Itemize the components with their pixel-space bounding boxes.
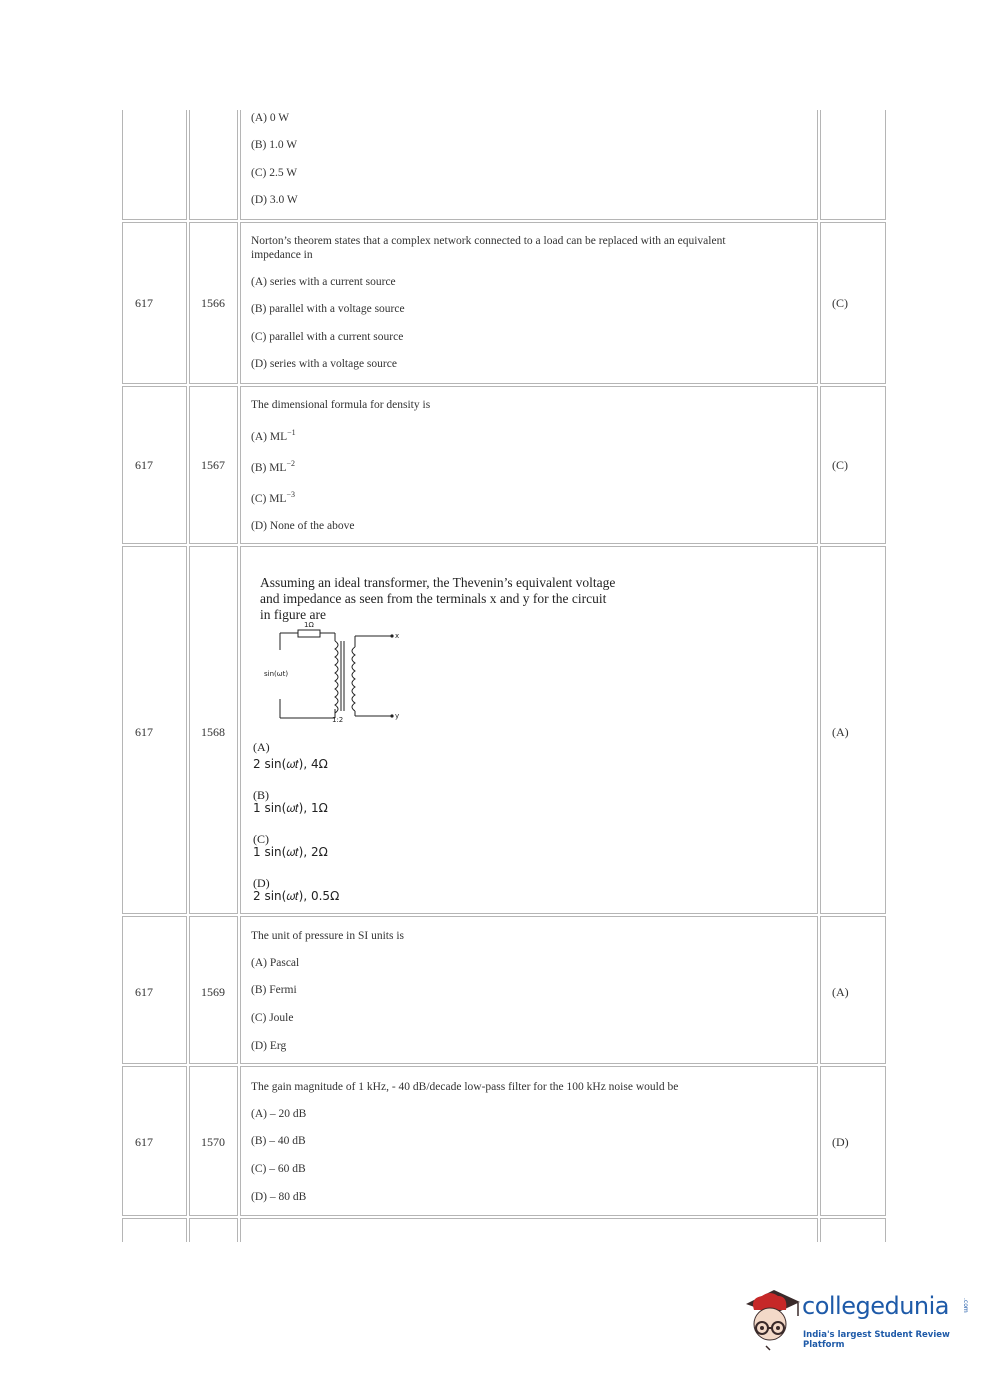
secondary-coil xyxy=(352,647,355,711)
table-row xyxy=(122,110,886,220)
answer-cell xyxy=(820,916,886,1064)
qid-cell xyxy=(189,1218,238,1242)
option-a: (A) 0 W xyxy=(251,112,290,124)
table-row xyxy=(122,386,886,544)
option-d: (D) None of the above xyxy=(251,520,355,532)
question-text: The dimensional formula for density is xyxy=(251,399,431,411)
question-text: Assuming an ideal transformer, the Thevenin’s equivalent voltage and impedance as seen from the terminals x and y for the circuit in figure are xyxy=(260,575,616,622)
terminal-x-label: x xyxy=(395,632,400,640)
option-b: (B) – 40 dB xyxy=(251,1135,306,1147)
serial-number: 617 xyxy=(135,296,153,310)
option-a: (A) Pascal xyxy=(251,957,300,969)
option-b-value: 1 sin(𝜔𝑡), 1Ω xyxy=(253,801,328,815)
option-c: (C) 2.5 W xyxy=(251,167,298,179)
option-c: (C) – 60 dB xyxy=(251,1163,306,1175)
sno-cell xyxy=(122,386,187,544)
option-a: (A) – 20 dB xyxy=(251,1108,307,1120)
answer-cell xyxy=(820,386,886,544)
resistor-label: 1Ω xyxy=(304,621,314,629)
answer: (C) xyxy=(832,296,848,310)
mascot-icon xyxy=(740,1282,802,1354)
qid-cell xyxy=(189,916,238,1064)
table-row xyxy=(122,1218,886,1242)
logo-wordmark: collegedunia xyxy=(802,1292,950,1320)
option-d: (D) 3.0 W xyxy=(251,194,298,206)
question-text: Norton’s theorem states that a complex network connected to a load can be replaced with an equivalent impedance in xyxy=(251,235,726,261)
question-text: The gain magnitude of 1 kHz, - 40 dB/decade low-pass filter for the 100 kHz noise would be xyxy=(251,1081,679,1093)
serial-number: 617 xyxy=(135,725,153,739)
sno-cell xyxy=(122,916,187,1064)
option-b: (B) $ML^{-2}$ xyxy=(251,459,295,474)
option-c: (C) Joule xyxy=(251,1012,294,1024)
answer-cell xyxy=(820,110,886,220)
table-row xyxy=(122,1066,886,1216)
source-label: sin(ωt) xyxy=(264,670,289,678)
answer-cell xyxy=(820,546,886,914)
qid-cell xyxy=(189,222,238,384)
option-c-label: (C) xyxy=(253,832,269,846)
qid-cell xyxy=(189,110,238,220)
option-d: (D) series with a voltage source xyxy=(251,358,397,370)
question-table xyxy=(122,110,886,1242)
qid-cell xyxy=(189,386,238,544)
option-b: (B) 1.0 W xyxy=(251,139,298,151)
serial-number: 617 xyxy=(135,985,153,999)
option-b-label: (B) xyxy=(253,788,269,802)
option-c: (C) $ML^{-3}$ xyxy=(251,490,295,505)
question-cell xyxy=(240,222,818,384)
terminal-x-dot xyxy=(390,634,393,637)
logo-domain: .com xyxy=(962,1298,969,1313)
answer-cell xyxy=(820,1218,886,1242)
question-text: The unit of pressure in SI units is xyxy=(251,930,404,942)
logo-tagline: India's largest Student Review Platform xyxy=(803,1330,950,1350)
question-cell xyxy=(240,916,818,1064)
option-c-value: 1 sin(𝜔𝑡), 2Ω xyxy=(253,845,328,859)
answer: (A) xyxy=(832,985,849,999)
qid-cell xyxy=(189,546,238,914)
table-row xyxy=(122,546,886,914)
option-b: (B) Fermi xyxy=(251,984,297,996)
turns-ratio-label: 1:2 xyxy=(332,716,344,724)
question-cell xyxy=(240,386,818,544)
serial-number: 617 xyxy=(135,1135,153,1149)
question-id: 1567 xyxy=(201,458,225,472)
question-id: 1570 xyxy=(201,1135,225,1149)
answer-cell xyxy=(820,222,886,384)
answer-cell xyxy=(820,1066,886,1216)
option-b: (B) parallel with a voltage source xyxy=(251,303,405,315)
sno-cell xyxy=(122,546,187,914)
option-a: (A) series with a current source xyxy=(251,276,396,288)
table-row xyxy=(122,222,886,384)
qid-cell xyxy=(189,1066,238,1216)
collegedunia-logo[interactable] xyxy=(740,1282,980,1362)
option-a: (A) $ML^{-1}$ xyxy=(251,428,296,443)
option-d-label: (D) xyxy=(253,876,270,890)
option-a-label: (A) xyxy=(253,740,270,754)
terminal-y-label: y xyxy=(395,712,400,720)
question-cell xyxy=(240,1218,818,1242)
question-cell xyxy=(240,546,818,914)
sno-cell xyxy=(122,1066,187,1216)
question-cell xyxy=(240,110,818,220)
option-d-value: 2 sin(𝜔𝑡), 0.5Ω xyxy=(253,889,340,903)
table-row xyxy=(122,916,886,1064)
serial-number: 617 xyxy=(135,458,153,472)
answer: (A) xyxy=(832,725,849,739)
option-a-value: 2 sin(𝜔𝑡), 4Ω xyxy=(253,757,328,771)
question-id: 1566 xyxy=(201,296,225,310)
option-c: (C) parallel with a current source xyxy=(251,331,404,343)
terminal-y-dot xyxy=(390,714,393,717)
resistor-symbol xyxy=(298,630,320,637)
answer: (C) xyxy=(832,458,848,472)
sno-cell xyxy=(122,222,187,384)
primary-coil xyxy=(335,641,338,713)
question-id: 1568 xyxy=(201,725,225,739)
sno-cell xyxy=(122,110,187,220)
option-d: (D) – 80 dB xyxy=(251,1191,307,1203)
transformer-circuit-figure xyxy=(251,621,421,725)
answer: (D) xyxy=(832,1135,849,1149)
sno-cell xyxy=(122,1218,187,1242)
option-d: (D) Erg xyxy=(251,1040,287,1052)
question-cell xyxy=(240,1066,818,1216)
question-id: 1569 xyxy=(201,985,225,999)
